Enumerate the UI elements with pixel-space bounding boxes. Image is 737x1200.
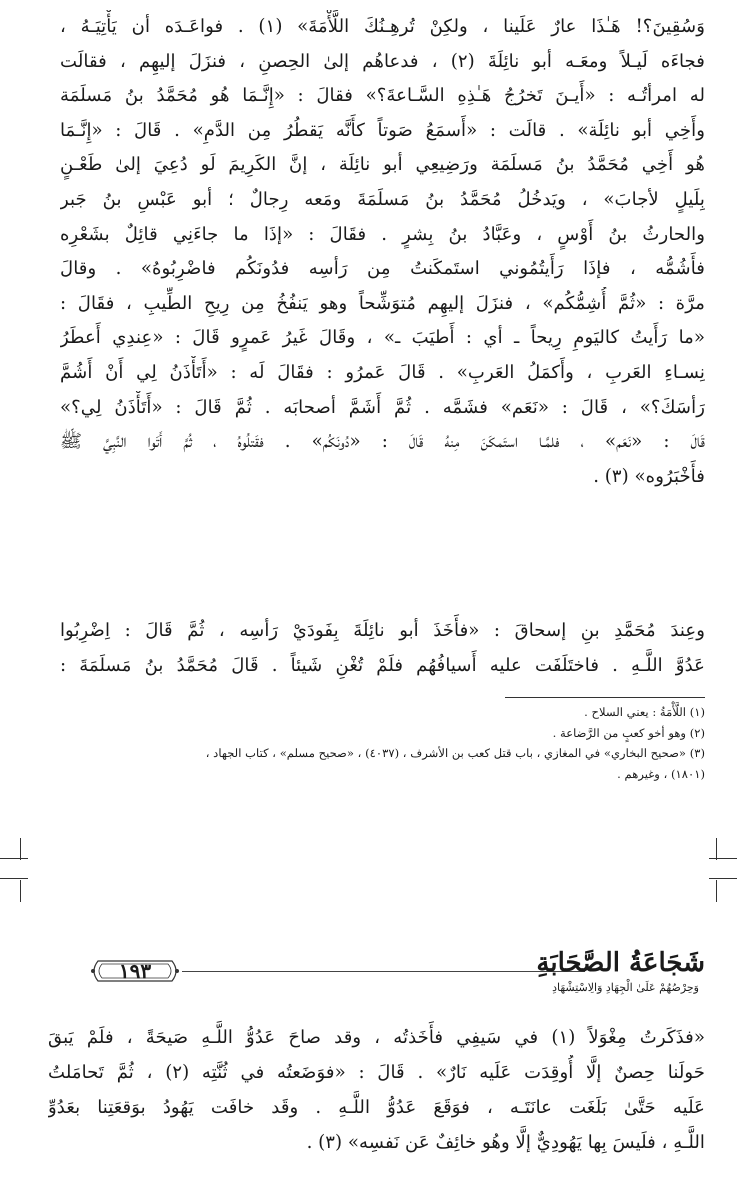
running-subtitle: وَحِرْصُهُمْ عَلَىٰ الْجِهَادِ وَالِاسْتِشْهَادِ <box>552 981 699 994</box>
crop-mark <box>709 878 737 879</box>
text-line: فجاءَه لَيـلاً ومعَـه أبو نائِلَةَ (٢) ، فدعاهُم إلىٰ الحِصنِ ، فنزَلَ إليهِم ، فقالَت <box>60 50 705 72</box>
text-line: فأَخْبَرُوه» (٣) . <box>593 465 705 487</box>
text-line: هُو أَخِي مُحَمَّدُ بنُ مَسلَمَة ورَضِيعِي أبو نائِلَة ، إنَّ الكَرِيمَ لَو دُعِيَ إلىٰ طَعْـنٍ <box>60 154 705 176</box>
footnote: (٣) «صحيح البخاري» في المغازي ، باب قتل كعب بن الأشرف ، (٤٠٣٧) ، «صحيح مسلم» ، كتاب الجهاد ، <box>205 746 705 760</box>
text-line: «ما رَأَيتُ كاليَومِ رِيحاً ـ أي : أَطيَبَ ـ» ، وقَالَ غَيرُ عَمرٍو قَالَ : «عِندِي أَعطَرُ <box>60 327 705 349</box>
running-title: شَجَاعَةُ الصَّحَابَةِ <box>536 948 705 978</box>
running-header <box>88 948 705 1004</box>
text-line: حَولَنا حِصنٌ إلَّا أُوقِدَت عَلَيه نَارٌ» . قَالَ : «فوَضَعتُه في ثُنَّتِه (٢) ، ثُمَّ تَحامَلتُ <box>48 1062 705 1083</box>
footnote: (١٨٠١) ، وغيرهم . <box>617 766 705 781</box>
text-line: عَلَيه حَتَّىٰ بَلَغَت عانَتَـه ، فوَقَعَ عَدُوُّ اللَّـهِ . وقَد خافَت يَهُودُ بوَقعَتِنا بعَدُوِّ <box>48 1097 705 1118</box>
text-line: قَالَ : «نَعَم» ، فلمَّـا استَمكَنَ مِنهُ قَالَ : «دُونَكُم» . فقَتلُوهُ ، ثُمَّ أَتَوا النَّبِيَّ ﷺ <box>60 431 705 453</box>
lower-text-block <box>48 1020 705 1160</box>
text-line: وعِندَ مُحَمَّدِ بنِ إسحاقَ : «فأَخَذَ أبو نائِلَةَ بِفَودَيْ رَأسِه ، ثُمَّ قَالَ : اِضْرِبُوا <box>60 620 705 641</box>
text-line: بِلَيلٍ لأجابَ» ، ويَدخُلُ مُحَمَّدُ بنُ مَسلَمَةَ ومَعه رِجالٌ ؛ أبو عَبْسِ بنُ جَبر <box>60 188 705 210</box>
text-line: اللَّـهِ ، فلَيسَ بِها يَهُودِيٌّ إلَّا وهُو خائِفٌ عَن نَفسِه» (٣) . <box>306 1132 705 1153</box>
footnotes <box>40 702 705 784</box>
text-line: «فذَكَرتُ مِغْوَلاً (١) في سَيفِي فأَخَذتُه ، وقد صاحَ عَدُوُّ اللَّـهِ صَيحَةً ، فلَمْ يَبقَ <box>48 1027 705 1048</box>
footnote-separator <box>505 697 705 698</box>
lower-page <box>0 940 737 1200</box>
header-rule <box>182 971 585 972</box>
crop-mark <box>20 880 21 902</box>
crop-mark <box>709 858 737 859</box>
page-number: ١٩٣ <box>118 959 152 983</box>
footnote: (١) اللَّأْمَةُ : يعني السلاح . <box>584 705 705 719</box>
crop-mark <box>0 878 28 879</box>
text-line: وأَخِي أبو نائِلَة» . قالَت : «أَسمَعُ صَوتاً كأَنَّه يَقطُرُ مِن الدَّمِ» . قَالَ : «إِنَّـمَا <box>60 119 705 141</box>
crop-mark <box>716 880 717 902</box>
text-line: وَسُقِينَ؟! هَـٰذَا عارٌ عَلَينا ، ولكِنْ تُرهِـنُكَ اللَّأْمَةَ» (١) . فواعَـدَه أن يَأْتِيَـهُ ، <box>60 16 705 37</box>
second-paragraph <box>60 614 705 683</box>
text-line: عَدُوَّ اللَّـهِ . فاختَلَفَت عليه أَسيافُهُم فلَمْ تُغْنِ شَيئاً . قَالَ مُحَمَّدُ بنُ مَسلَمَةَ : <box>60 654 705 676</box>
crop-mark <box>0 858 28 859</box>
crop-mark <box>716 838 717 860</box>
text-line: رَأسَكَ؟» ، قَالَ : «نَعَم» فشَمَّه . ثُمَّ أَشَمَّ أصحابَه . ثُمَّ قَالَ : «أَتَأْذَنُ لِي؟» <box>60 396 705 418</box>
crop-mark <box>20 838 21 860</box>
text-line: له امرأتُـه : «أَيـنَ تَخرُجُ هَـٰذِهِ السَّـاعةَ؟» فقالَ : «إِنَّـمَا هُو مُحَمَّدُ بنُ مَسلَمَة <box>60 85 705 107</box>
text-line: والحارثُ بنُ أَوْسٍ ، وعَبَّادُ بنُ بِشرٍ . فقَالَ : «إذَا ما جاءَنِي قائِلٌ بشَعْرِه <box>60 223 705 245</box>
footnote: (٢) وهو أخو كعبٍ من الرَّضاعة . <box>552 725 705 740</box>
main-text-block <box>60 10 705 494</box>
text-line: مرَّة : «ثُمَّ أُشِمُّكُم» ، فنزَلَ إليهِم مُتوَشِّحاً وهو يَنفُخُ مِن رِيحِ الطِّيبِ ، فقَالَ : <box>60 292 705 314</box>
text-line: فأَشُمُّه ، فإذَا رَأَيتُمُوني استَمكَنتُ مِن رَأسِه فدُونَكُم فاضْرِبُوهُ» . وقالَ <box>60 258 705 280</box>
page-number-frame <box>88 958 182 984</box>
text-line: نِسـاءِ العَربِ ، وأَكمَلُ العَربِ» . قَالَ عَمرُو : فقَالَ لَه : «أَتَأْذَنُ لِي أَنْ أَشُمَّ <box>60 361 705 383</box>
